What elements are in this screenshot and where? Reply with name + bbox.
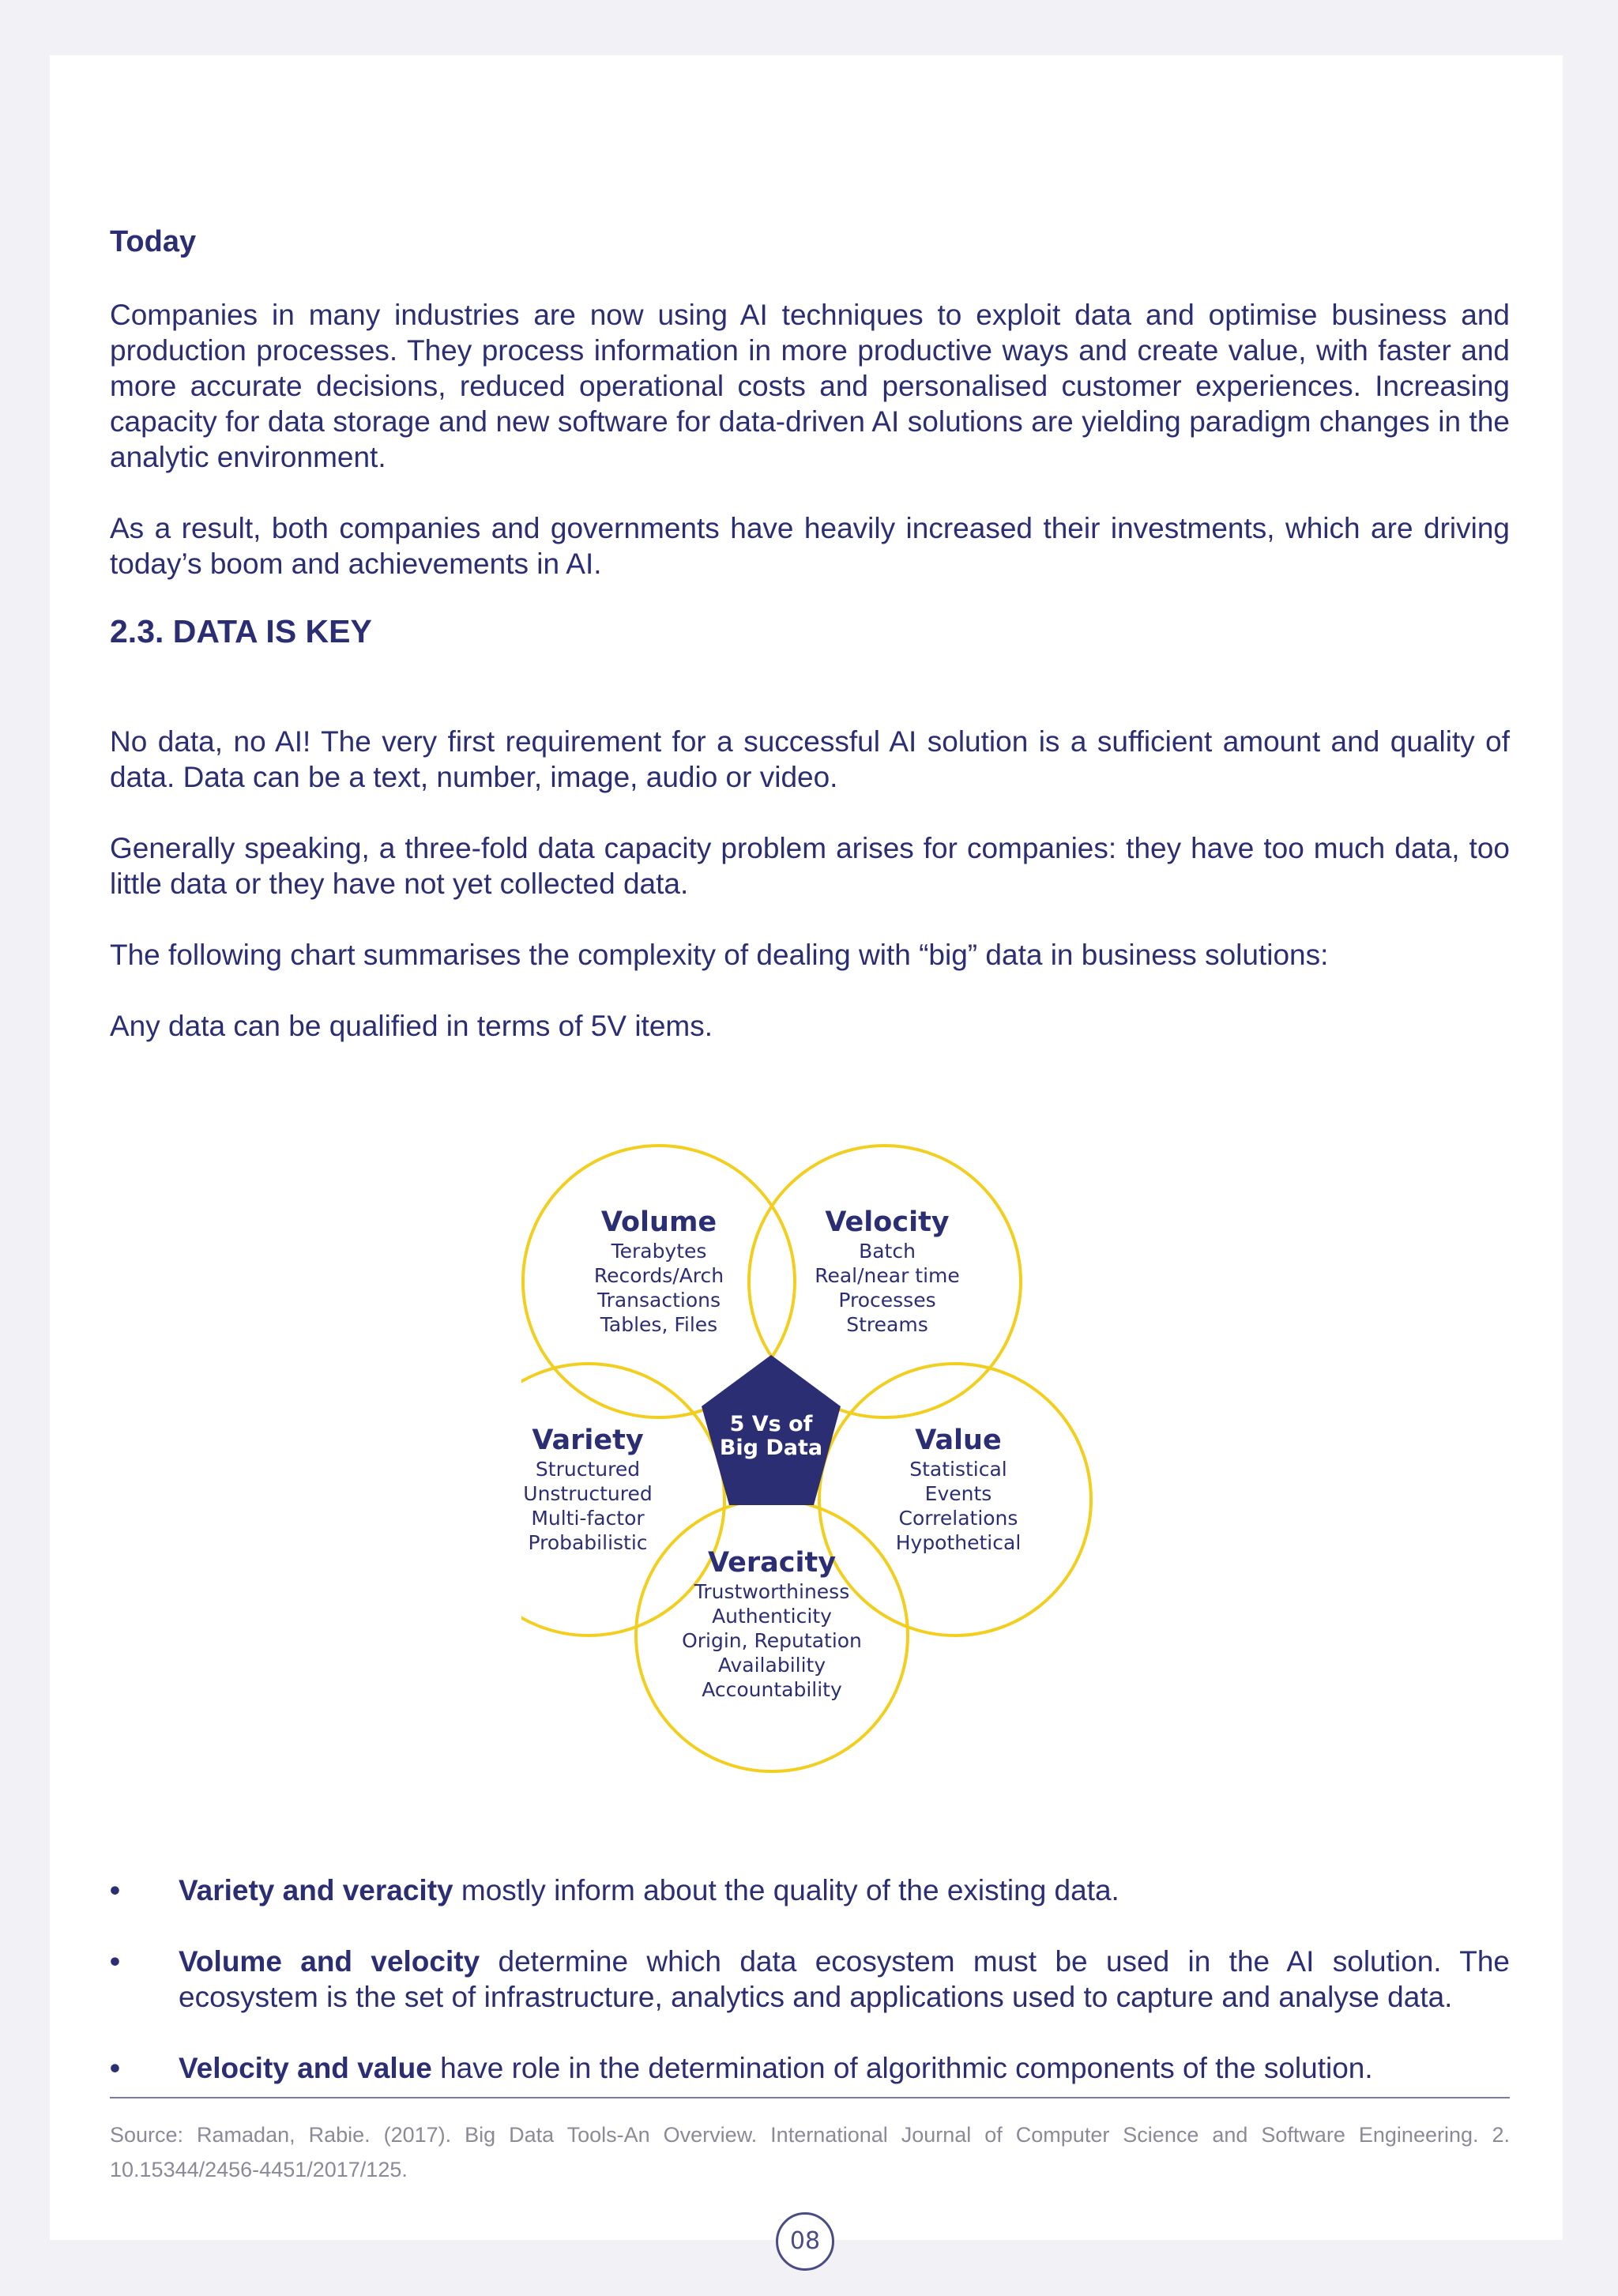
velocity-item: Real/near time (815, 1264, 960, 1287)
veracity-item: Availability (717, 1654, 826, 1677)
variety-group (469, 1424, 706, 1555)
variety-item: Multi-factor (531, 1507, 645, 1530)
five-vs-diagram (521, 1075, 1280, 1794)
volume-group (540, 1206, 777, 1337)
value-title: Value (915, 1425, 1002, 1456)
subheading-today: Today (110, 225, 197, 258)
velocity-item: Processes (838, 1289, 936, 1312)
velocity-item: Batch (859, 1240, 916, 1263)
volume-item: Terabytes (611, 1240, 707, 1263)
paragraph-5v: Any data can be qualified in terms of 5V items. (110, 1010, 713, 1042)
value-item: Correlations (898, 1507, 1018, 1530)
veracity-item: Trustworthiness (694, 1580, 850, 1603)
value-item: Events (924, 1482, 992, 1505)
veracity-group (653, 1546, 890, 1702)
veracity-item: Origin, Reputation (682, 1629, 862, 1652)
velocity-title: Velocity (825, 1206, 950, 1238)
center-label-line-1: 5 Vs of (729, 1412, 813, 1436)
bullet-text: mostly inform about the quality of the existing data. (453, 1874, 1119, 1906)
velocity-item: Streams (846, 1313, 928, 1336)
variety-item: Unstructured (523, 1482, 653, 1505)
value-group (840, 1424, 1077, 1555)
veracity-item: Accountability (702, 1678, 842, 1701)
veracity-title: Veracity (707, 1547, 837, 1579)
paragraph-investments: As a result, both companies and governments have heavily increased their investments, which are driving today’s boom and achievements in AI. (110, 512, 1510, 580)
bullet-item (110, 1944, 1510, 2015)
bullet-marker: • (110, 2052, 120, 2084)
bullet-strong-text: Velocity and value (179, 2052, 432, 2084)
document-page (50, 55, 1563, 2240)
variety-item: Structured (535, 1458, 641, 1481)
center-label-line-2: Big Data (719, 1436, 823, 1460)
volume-item: Transactions (596, 1289, 721, 1312)
source-citation: Source: Ramadan, Rabie. (2017). Big Data Tools-An Overview. International Journal of Computer Science and Software Engineering. 2. 10.15344/2456-4451/2017/125. (110, 2123, 1510, 2181)
bullet-strong-text: Volume and velocity (179, 1945, 480, 1978)
volume-title: Volume (600, 1206, 717, 1238)
velocity-group (769, 1206, 1006, 1337)
center-label (692, 1413, 850, 1460)
bullet-text: have role in the determination of algorithmic components of the solution. (431, 2052, 1373, 2084)
volume-item: Records/Arch (593, 1264, 724, 1287)
bullet-marker: • (110, 1874, 120, 1906)
value-item: Hypothetical (895, 1531, 1022, 1554)
page-number: 08 (776, 2212, 834, 2271)
veracity-item: Authenticity (712, 1605, 832, 1628)
paragraph-no-data: No data, no AI! The very first requirement for a successful AI solution is a sufficient amount and quality of data. Data can be a text, number, image, audio or video. (110, 725, 1510, 793)
bullet-text: determine which data ecosystem must be used in the AI solution. The ecosystem is the set of infrastructure, analytics and applications used to capture and analyse data. (179, 1945, 1510, 2013)
paragraph-chart-intro: The following chart summarises the complexity of dealing with “big” data in business solutions: (110, 939, 1329, 971)
section-heading: 2.3. DATA IS KEY (110, 613, 372, 649)
bullet-strong-text: Variety and veracity (179, 1874, 453, 1906)
bullet-marker: • (110, 1945, 120, 1978)
bullet-item (110, 1873, 1510, 1908)
value-item: Statistical (909, 1458, 1007, 1481)
bullet-item (110, 2050, 1510, 2086)
footnote-divider (110, 2097, 1510, 2098)
paragraph-capacity-problem: Generally speaking, a three-fold data capacity problem arises for companies: they have too much data, too little data or they have not yet collected data. (110, 832, 1510, 900)
paragraph-intro: Companies in many industries are now using AI techniques to exploit data and optimise business and production processes. They process information in more productive ways and create value, with faster and more accurate decisions, reduced operational costs and personalised customer experiences. Increasing capacity for data storage and new software for data-driven AI solutions are yielding paradigm changes in the analytic environment. (110, 299, 1510, 473)
variety-item: Probabilistic (528, 1531, 648, 1554)
volume-item: Tables, Files (600, 1313, 718, 1336)
variety-title: Variety (532, 1425, 644, 1456)
